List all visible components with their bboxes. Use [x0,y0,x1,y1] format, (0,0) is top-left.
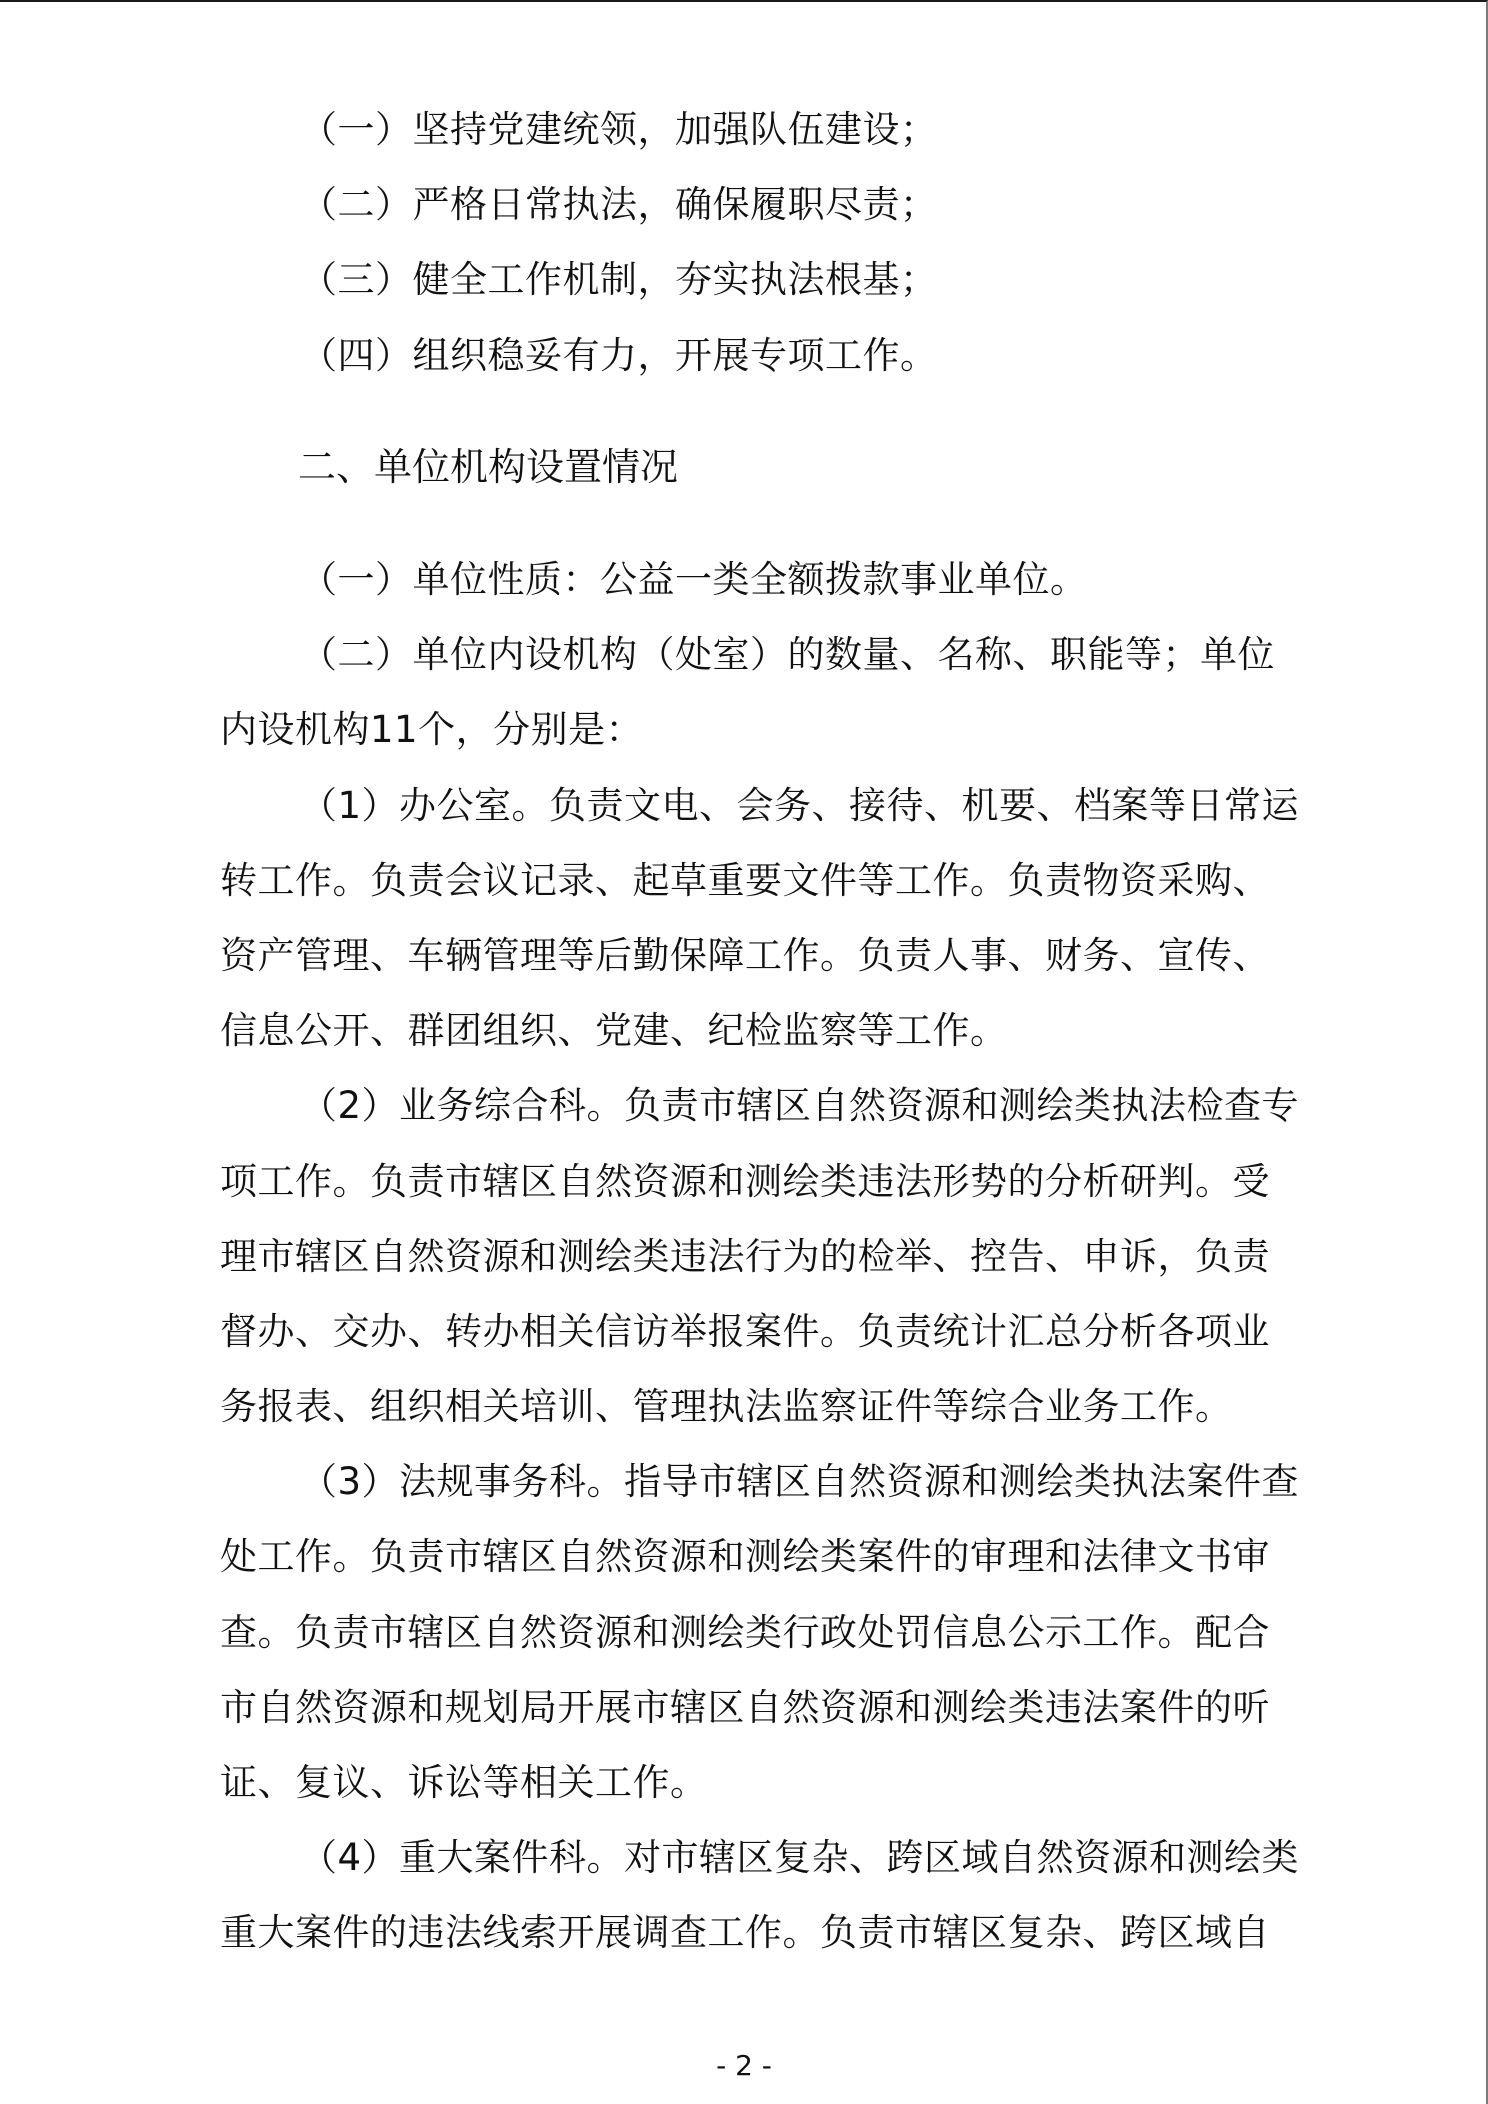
paragraph-business-section [220,1068,1300,1444]
paragraph-line: 项工作。负责市辖区自然资源和测绘类违法形势的分析研判。受 [220,1159,1270,1203]
list-item: （二）严格日常执法，确保履职尽责； [300,183,938,227]
paragraph-line: 市自然资源和规划局开展市辖区自然资源和测绘类违法案件的听 [220,1685,1270,1729]
paragraph-line: 证、复议、诉讼等相关工作。 [220,1761,708,1804]
paragraph-line: （4）重大案件科。对市辖区复杂、跨区域自然资源和测绘类 [300,1836,1300,1880]
paragraph-line: 资产管理、车辆管理等后勤保障工作。负责人事、财务、宣传、 [220,933,1270,977]
paragraph-line: 重大案件的违法线索开展调查工作。负责市辖区复杂、跨区域自 [220,1911,1270,1955]
paragraph-line: 督办、交办、转办相关信访举报案件。负责统计汇总分析各项业 [220,1309,1270,1353]
list-item: （四）组织稳妥有力，开展专项工作。 [300,333,938,377]
paragraph-line: （一）单位性质：公益一类全额拨款事业单位。 [300,558,1088,601]
section-body [220,542,1300,1971]
paragraph-line: 信息公开、群团组织、党建、纪检监察等工作。 [220,1009,1008,1053]
paragraph-line: （二）单位内设机构（处室）的数量、名称、职能等；单位 [300,633,1275,677]
work-summary-list [220,92,1290,393]
paragraph-internal-structure [220,617,1290,767]
paragraph-line: （2）业务综合科。负责市辖区自然资源和测绘类执法检查专 [300,1084,1300,1128]
list-item: （三）健全工作机制，夯实执法根基； [300,258,938,302]
paragraph-line: 内设机构11个，分别是： [220,708,644,752]
paragraph-office [220,768,1300,1069]
paragraph-unit-nature [220,542,1290,617]
list-item: （一）坚持党建统领，加强队伍建设； [300,108,938,151]
paragraph-line: 理市辖区自然资源和测绘类违法行为的检举、控告、申诉，负责 [220,1234,1270,1278]
paragraph-line: （1）办公室。负责文电、会务、接待、机要、档案等日常运 [300,783,1300,827]
paragraph-line: （3）法规事务科。指导市辖区自然资源和测绘类执法案件查 [300,1460,1300,1504]
paragraph-line: 转工作。负责会议记录、起草重要文件等工作。负责物资采购、 [220,858,1270,902]
paragraph-line: 处工作。负责市辖区自然资源和测绘类案件的审理和法律文书审 [220,1535,1270,1579]
paragraph-line: 务报表、组织相关培训、管理执法监察证件等综合业务工作。 [220,1385,1233,1429]
paragraph-line: 查。负责市辖区自然资源和测绘类行政处罚信息公示工作。配合 [220,1610,1270,1654]
section-heading: 二、单位机构设置情况 [298,445,679,489]
paragraph-major-cases [220,1820,1300,1970]
page-number: - 2 - [716,2049,772,2082]
paragraph-legal-affairs [220,1444,1300,1820]
